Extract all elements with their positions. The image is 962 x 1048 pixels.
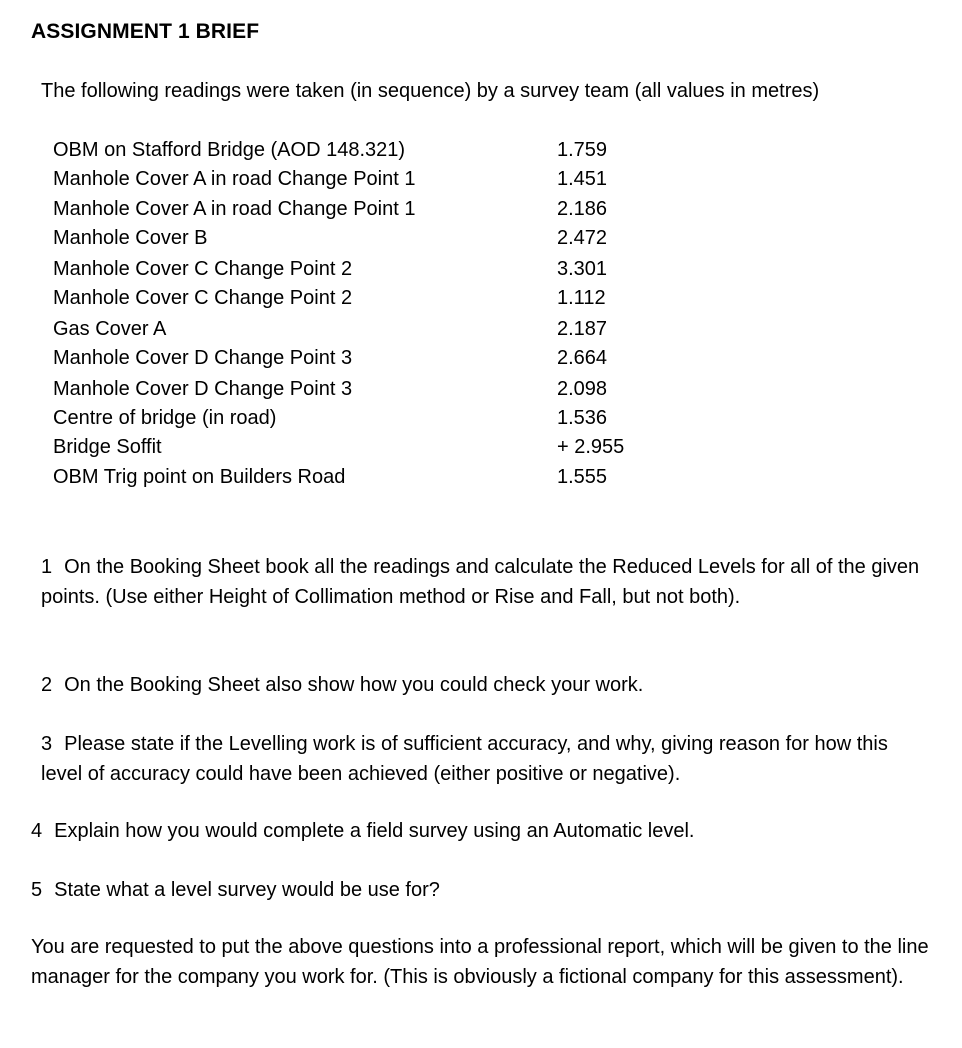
question-4 bbox=[31, 817, 911, 847]
reading-row bbox=[53, 407, 693, 433]
reading-label: Gas Cover A bbox=[53, 318, 167, 340]
reading-label: Centre of bridge (in road) bbox=[53, 407, 277, 429]
reading-value: 2.664 bbox=[557, 347, 608, 369]
question-text: On the Booking Sheet book all the readings and calculate the Reduced Levels for all of the given points. (Use either Height of Collimation method or Rise and Fall, but not both). bbox=[41, 556, 920, 608]
question-text: State what a level survey would be use for? bbox=[54, 879, 440, 901]
reading-row bbox=[53, 378, 693, 404]
reading-label: OBM on Stafford Bridge (AOD 148.321) bbox=[53, 139, 406, 161]
reading-label: Manhole Cover C Change Point 2 bbox=[53, 287, 353, 309]
question-number: 3 bbox=[41, 733, 53, 755]
reading-row bbox=[53, 347, 693, 373]
reading-value: + 2.955 bbox=[557, 436, 625, 458]
question-1 bbox=[41, 553, 921, 612]
reading-value: 1.451 bbox=[557, 168, 608, 190]
reading-label: OBM Trig point on Builders Road bbox=[53, 466, 346, 488]
intro-text: The following readings were taken (in sequence) by a survey team (all values in metres) bbox=[41, 80, 820, 102]
reading-value: 2.187 bbox=[557, 318, 608, 340]
question-2 bbox=[41, 671, 921, 701]
question-text: Please state if the Levelling work is of sufficient accuracy, and why, giving reason for how this level of accuracy could have been achieved (either positive or negative). bbox=[41, 733, 888, 785]
reading-value: 2.186 bbox=[557, 198, 608, 220]
reading-row bbox=[53, 227, 693, 253]
question-number: 5 bbox=[31, 879, 43, 901]
question-text: On the Booking Sheet also show how you could check your work. bbox=[64, 674, 644, 696]
reading-label: Manhole Cover D Change Point 3 bbox=[53, 378, 353, 400]
reading-value: 2.472 bbox=[557, 227, 608, 249]
reading-row bbox=[53, 318, 693, 344]
question-5 bbox=[31, 876, 911, 906]
closing-paragraph: You are requested to put the above questions into a professional report, which will be given to the line manager for the company you work for. (This is obviously a fictional company for this assessment). bbox=[31, 936, 929, 988]
reading-label: Manhole Cover A in road Change Point 1 bbox=[53, 198, 416, 220]
reading-label: Manhole Cover B bbox=[53, 227, 208, 249]
reading-label: Manhole Cover C Change Point 2 bbox=[53, 258, 353, 280]
reading-row bbox=[53, 258, 693, 284]
question-number: 4 bbox=[31, 820, 43, 842]
question-text: Explain how you would complete a field survey using an Automatic level. bbox=[54, 820, 695, 842]
question-number: 1 bbox=[41, 556, 53, 578]
question-3 bbox=[41, 730, 921, 789]
reading-row bbox=[53, 436, 693, 462]
reading-label: Manhole Cover D Change Point 3 bbox=[53, 347, 353, 369]
reading-value: 3.301 bbox=[557, 258, 608, 280]
reading-row bbox=[53, 287, 693, 313]
reading-value: 2.098 bbox=[557, 378, 608, 400]
reading-row bbox=[53, 466, 693, 492]
reading-value: 1.536 bbox=[557, 407, 608, 429]
reading-row bbox=[53, 139, 693, 165]
reading-label: Bridge Soffit bbox=[53, 436, 162, 458]
reading-row bbox=[53, 198, 693, 224]
reading-row bbox=[53, 168, 693, 194]
reading-label: Manhole Cover A in road Change Point 1 bbox=[53, 168, 416, 190]
reading-value: 1.555 bbox=[557, 466, 608, 488]
reading-value: 1.112 bbox=[557, 287, 606, 309]
reading-value: 1.759 bbox=[557, 139, 608, 161]
question-number: 2 bbox=[41, 674, 53, 696]
document-title: ASSIGNMENT 1 BRIEF bbox=[31, 20, 260, 43]
